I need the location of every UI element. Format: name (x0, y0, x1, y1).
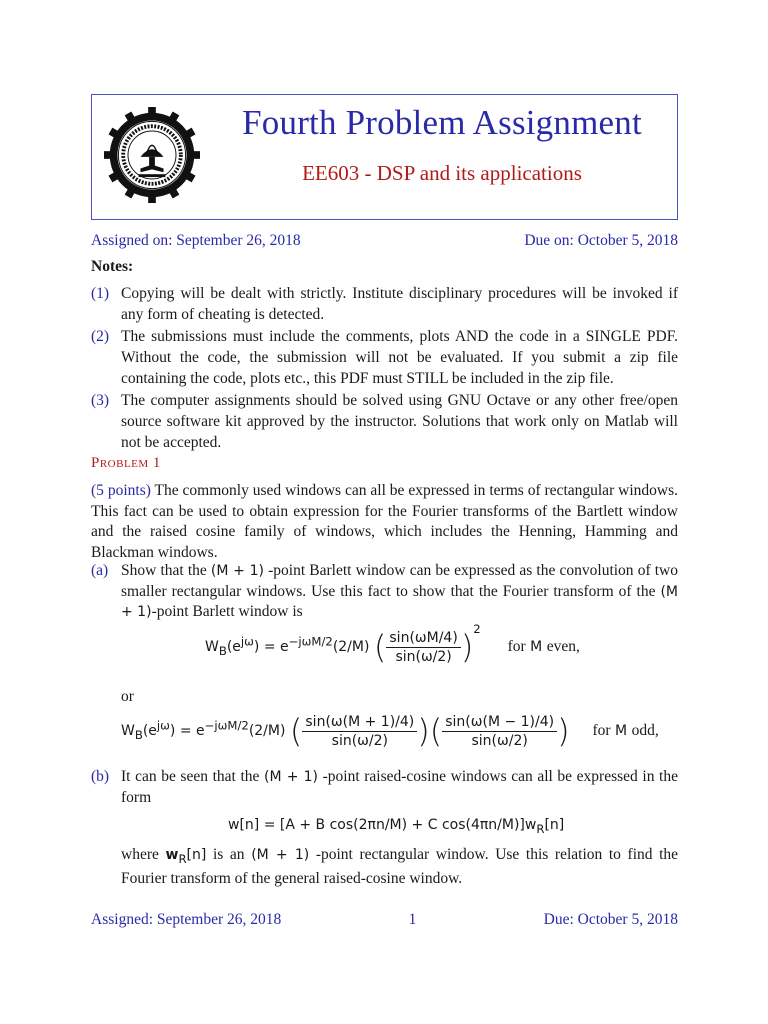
part-a-text-2: -point Barlett window can be expressed as the convolution of two smaller rectangular windows. Use this fact to show that the Fourier transform of the (121, 562, 678, 600)
page-subtitle: EE603 - DSP and its applications (302, 161, 582, 185)
eq-condition-word: for (592, 722, 611, 739)
eq-sup: jω (240, 634, 254, 649)
problem-points: (5 points) (91, 482, 151, 499)
eq-fraction (302, 714, 417, 749)
eq-numerator: sin(ωM/4) (386, 630, 460, 648)
math-w-sub: R (178, 851, 187, 866)
eq-arg: (e (226, 639, 241, 655)
or-text: or (121, 688, 134, 705)
equation-raised-cosine (228, 817, 564, 836)
part-b-text (121, 767, 678, 808)
part-a-text (121, 561, 678, 623)
part-b-text-2: -point raised-cosine windows can all be expressed in the form (121, 768, 678, 806)
eq-exponent: −jωM/2 (288, 634, 333, 649)
eq-sub: R (536, 821, 545, 836)
part-b-math-w (165, 847, 207, 866)
math-w: w (165, 847, 179, 863)
equation-bartlett-odd: $W_B(e^{j\omega}) = e^{-j\omega M/2}(2/M)$ ( $\frac{\sin(\omega(M + 1)/4)}{\sin(\omega/2)}$ )( $\frac{\sin(\omega(M - 1)/4)}{\sin(\omega/2)}$ ) for M odd, (121, 712, 659, 750)
eq-condition-end: odd, (631, 722, 659, 739)
eq-coef: (2/M) (248, 723, 286, 739)
eq-numerator: sin(ω(M − 1)/4) (442, 714, 557, 732)
part-b-math-1: (M + 1) (263, 769, 318, 785)
title-box (91, 94, 678, 220)
note-number: (3) (91, 392, 110, 409)
part-a-math-2: (M + 1) (121, 583, 679, 620)
eq-denominator: sin(ω/2) (395, 648, 452, 665)
eq-body: w[n] = [A + B cos(2πn/M) + C cos(4πn/M)]w (228, 817, 537, 833)
notes-heading: Notes: (91, 258, 134, 275)
iit-bombay-emblem-icon (104, 107, 200, 203)
problem-intro-text: The commonly used windows can all be expressed in terms of rectangular windows. This fact can be used to obtain expression for the Fourier transforms of the Bartlett window and the raised cosine family of windows, which includes the Henning, Hamming and Blackman windows. (91, 482, 678, 561)
eq-arg: (e (142, 723, 157, 739)
eq-condition-end: even, (546, 638, 580, 655)
eq-text: ) = e (253, 639, 289, 655)
eq-power: 2 (473, 622, 481, 637)
eq-sup: jω (156, 718, 170, 733)
eq-fraction (442, 714, 557, 749)
eq-coef: (2/M) (332, 639, 370, 655)
dates-row (91, 232, 678, 250)
note-number: (2) (91, 328, 110, 345)
eq-condition-math: M (530, 639, 543, 655)
part-b-followup (121, 845, 678, 890)
eq-end: [n] (544, 817, 565, 833)
assigned-date: Assigned on: September 26, 2018 (91, 232, 301, 249)
part-a-text-3: -point Barlett window is (151, 603, 303, 620)
part-b-text-4: is an (212, 846, 245, 863)
note-item (91, 326, 678, 389)
eq-fraction (386, 630, 460, 665)
page-title: Fourth Problem Assignment (242, 103, 642, 142)
note-item (91, 390, 678, 453)
note-text: The submissions must include the comments, plots AND the code in a SINGLE PDF. Without the code, the submission will not be evaluated. If you submit a zip file containing the code, plots etc., this PDF must STILL be included in the zip file. (121, 328, 678, 387)
note-text: Copying will be dealt with strictly. Institute disciplinary procedures will be invoked if any form of cheating is detected. (121, 285, 678, 323)
footer-due: Due: October 5, 2018 (543, 911, 678, 928)
note-item (91, 283, 678, 325)
eq-exponent: −jωM/2 (204, 718, 249, 733)
eq-symbol: W (205, 639, 219, 655)
part-a-math-1: (M + 1) (210, 563, 264, 579)
equation-bartlett-even: $W_B(e^{j\omega}) = e^{-j\omega M/2}(2/M)$ ( $\frac{\sin(\omega M/4)}{\sin(\omega/2)}$ )$^2$ for M even, (205, 622, 580, 666)
footer-assigned: Assigned: September 26, 2018 (91, 911, 282, 928)
due-date: Due on: October 5, 2018 (524, 232, 678, 249)
part-b-text-1: It can be seen that the (121, 768, 260, 785)
eq-numerator: sin(ω(M + 1)/4) (302, 714, 417, 732)
part-b-text-5: -point rectangular window. Use this relation to find the Fourier transform of the general raised-cosine window. (121, 846, 679, 888)
page-footer (91, 911, 678, 929)
note-text: The computer assignments should be solved using GNU Octave or any other free/open source software kit approved by the instructor. Solutions that work only on Matlab will not be accepted. (121, 392, 678, 451)
eq-denominator: sin(ω/2) (331, 732, 388, 749)
problem-heading: Problem 1 (91, 455, 161, 471)
eq-condition-word: for (507, 638, 526, 655)
math-w-end: [n] (186, 847, 207, 863)
footer-page-number: 1 (408, 911, 417, 928)
eq-text: ) = e (169, 723, 205, 739)
note-number: (1) (91, 285, 110, 302)
part-label: (b) (91, 768, 110, 785)
problem-intro (91, 481, 678, 563)
eq-sub: B (218, 643, 227, 658)
eq-denominator: sin(ω/2) (471, 732, 528, 749)
part-a (91, 561, 678, 623)
part-label: (a) (91, 562, 109, 579)
part-a-text-1: Show that the (121, 562, 207, 579)
eq-symbol: W (121, 723, 135, 739)
part-b-math-2: (M + 1) (251, 847, 310, 863)
part-b (91, 767, 678, 808)
eq-sub: B (134, 727, 143, 742)
part-b-text-3: where (121, 846, 159, 863)
eq-condition-math: M (615, 723, 628, 739)
